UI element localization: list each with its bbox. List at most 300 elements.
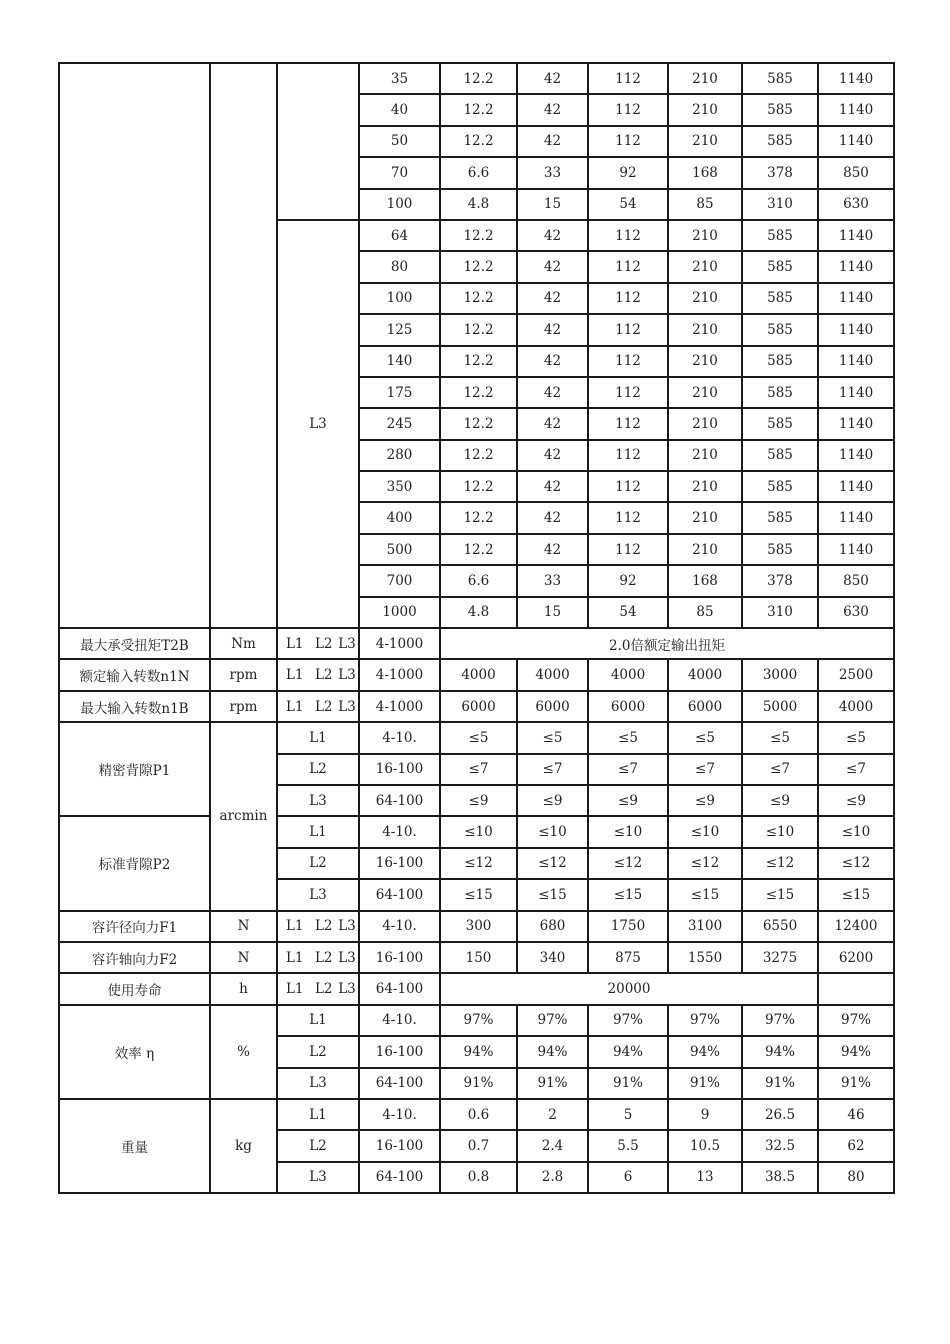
ratio-cell: 4-10. <box>359 911 440 942</box>
level-cell: L2 <box>277 848 359 879</box>
value-cell: 210 <box>668 63 742 94</box>
value-cell: ≤15 <box>668 879 742 910</box>
ratio-cell: 1000 <box>359 597 440 628</box>
value-cell: 42 <box>517 220 588 251</box>
ratio-cell: 64-100 <box>359 973 440 1004</box>
value-cell: 91% <box>588 1068 668 1099</box>
table-row <box>59 911 894 942</box>
value-cell: 15 <box>517 597 588 628</box>
level-cell: L2 <box>277 1130 359 1161</box>
value-cell: 112 <box>588 63 668 94</box>
value-cell: 585 <box>742 346 818 377</box>
level-cell: L3 <box>277 1068 359 1099</box>
value-cell: 6200 <box>818 942 894 973</box>
value-cell: 112 <box>588 314 668 345</box>
value-cell: ≤15 <box>440 879 517 910</box>
ratio-cell: 4-10. <box>359 722 440 753</box>
value-cell: 210 <box>668 377 742 408</box>
value-cell <box>818 973 894 1004</box>
value-cell: ≤9 <box>742 785 818 816</box>
value-cell: ≤7 <box>742 754 818 785</box>
table-row <box>59 63 894 94</box>
param-name-cell: 容许径向力F1 <box>59 911 210 942</box>
value-cell: 340 <box>517 942 588 973</box>
value-cell: ≤12 <box>742 848 818 879</box>
level-label: L1 <box>285 981 304 998</box>
value-cell: 92 <box>588 565 668 596</box>
ratio-cell: 4-10. <box>359 1005 440 1036</box>
value-cell: 210 <box>668 346 742 377</box>
level-label: L3 <box>338 667 356 684</box>
value-cell: 2.4 <box>517 1130 588 1161</box>
value-cell: ≤5 <box>742 722 818 753</box>
value-cell: ≤12 <box>517 848 588 879</box>
value-cell: 12.2 <box>440 471 517 502</box>
value-cell: 585 <box>742 220 818 251</box>
value-cell: 378 <box>742 565 818 596</box>
unit-cell: rpm <box>210 659 277 690</box>
value-cell: 585 <box>742 440 818 471</box>
value-cell: ≤7 <box>440 754 517 785</box>
value-cell: 13 <box>668 1162 742 1193</box>
value-cell: ≤7 <box>668 754 742 785</box>
level-list-cell <box>277 911 359 942</box>
value-cell: 38.5 <box>742 1162 818 1193</box>
value-cell: 20000 <box>440 973 818 1004</box>
level-cell: L3 <box>277 1162 359 1193</box>
value-cell: 112 <box>588 220 668 251</box>
param-name-cell: 额定输入转数n1N <box>59 659 210 690</box>
value-cell: 91% <box>517 1068 588 1099</box>
value-cell: 12.2 <box>440 283 517 314</box>
value-cell: 42 <box>517 471 588 502</box>
value-cell: ≤9 <box>818 785 894 816</box>
value-cell: 112 <box>588 346 668 377</box>
param-name-cell: 重量 <box>59 1099 210 1193</box>
ratio-cell: 4-1000 <box>359 691 440 722</box>
ratio-cell: 350 <box>359 471 440 502</box>
value-cell: 4000 <box>668 659 742 690</box>
level-label: L1 <box>285 918 304 935</box>
ratio-cell: 50 <box>359 126 440 157</box>
ratio-cell: 400 <box>359 502 440 533</box>
ratio-cell: 16-100 <box>359 754 440 785</box>
value-cell: ≤7 <box>818 754 894 785</box>
value-cell: 97% <box>818 1005 894 1036</box>
value-cell: 112 <box>588 534 668 565</box>
value-cell: 42 <box>517 63 588 94</box>
value-cell: 585 <box>742 63 818 94</box>
level-label: L3 <box>338 918 356 935</box>
table-row <box>59 722 894 753</box>
value-cell: 94% <box>668 1036 742 1067</box>
value-cell: ≤5 <box>668 722 742 753</box>
value-cell: 1750 <box>588 911 668 942</box>
value-cell: 42 <box>517 126 588 157</box>
ratio-cell: 280 <box>359 440 440 471</box>
value-cell: 1140 <box>818 377 894 408</box>
level-label: L1 <box>285 667 304 684</box>
ratio-cell: 35 <box>359 63 440 94</box>
ratio-cell: 64-100 <box>359 879 440 910</box>
value-cell: 1140 <box>818 534 894 565</box>
value-cell: 97% <box>588 1005 668 1036</box>
value-cell: 94% <box>818 1036 894 1067</box>
value-cell: 310 <box>742 597 818 628</box>
value-cell: 12.2 <box>440 534 517 565</box>
value-cell: 6000 <box>588 691 668 722</box>
value-cell: 112 <box>588 94 668 125</box>
unit-cell <box>210 63 277 628</box>
value-cell: ≤7 <box>517 754 588 785</box>
value-cell: 850 <box>818 565 894 596</box>
value-cell: 150 <box>440 942 517 973</box>
value-cell: 1550 <box>668 942 742 973</box>
value-cell: 112 <box>588 126 668 157</box>
value-cell: 210 <box>668 408 742 439</box>
param-name-cell: 精密背隙P1 <box>59 722 210 816</box>
ratio-cell: 16-100 <box>359 1130 440 1161</box>
level-cell: L1 <box>277 1005 359 1036</box>
value-cell: 210 <box>668 94 742 125</box>
spec-table-body <box>59 63 894 1193</box>
value-cell: 210 <box>668 283 742 314</box>
value-cell: 12.2 <box>440 502 517 533</box>
ratio-cell: 40 <box>359 94 440 125</box>
value-cell: 168 <box>668 157 742 188</box>
value-cell: 6550 <box>742 911 818 942</box>
value-cell: 3000 <box>742 659 818 690</box>
value-cell: ≤5 <box>517 722 588 753</box>
value-cell: 1140 <box>818 314 894 345</box>
value-cell: 585 <box>742 94 818 125</box>
value-cell: 94% <box>517 1036 588 1067</box>
level-label: L1 <box>285 698 304 715</box>
value-cell: 585 <box>742 126 818 157</box>
value-cell: 6.6 <box>440 157 517 188</box>
value-cell: 4000 <box>588 659 668 690</box>
value-cell: ≤7 <box>588 754 668 785</box>
value-cell: 1140 <box>818 94 894 125</box>
value-cell: 2.8 <box>517 1162 588 1193</box>
value-cell: ≤15 <box>742 879 818 910</box>
ratio-cell: 4-1000 <box>359 659 440 690</box>
unit-cell: % <box>210 1005 277 1099</box>
value-cell: 91% <box>742 1068 818 1099</box>
ratio-cell: 64 <box>359 220 440 251</box>
value-cell: ≤5 <box>588 722 668 753</box>
value-cell: ≤12 <box>440 848 517 879</box>
value-cell: 6000 <box>517 691 588 722</box>
ratio-cell: 140 <box>359 346 440 377</box>
value-cell: ≤5 <box>818 722 894 753</box>
value-cell: ≤12 <box>818 848 894 879</box>
value-cell: 2 <box>517 1099 588 1130</box>
value-cell: 26.5 <box>742 1099 818 1130</box>
value-cell: 12.2 <box>440 377 517 408</box>
value-cell: 12.2 <box>440 408 517 439</box>
value-cell: 4.8 <box>440 189 517 220</box>
value-cell: 112 <box>588 440 668 471</box>
ratio-cell: 70 <box>359 157 440 188</box>
unit-cell: kg <box>210 1099 277 1193</box>
value-cell: 85 <box>668 189 742 220</box>
value-cell: 12.2 <box>440 346 517 377</box>
value-cell: ≤15 <box>588 879 668 910</box>
value-cell: 5 <box>588 1099 668 1130</box>
table-row <box>59 1005 894 1036</box>
ratio-cell: 4-10. <box>359 816 440 847</box>
value-cell: 6 <box>588 1162 668 1193</box>
table-row <box>59 816 894 847</box>
value-cell: 4000 <box>818 691 894 722</box>
unit-cell: N <box>210 911 277 942</box>
value-cell: ≤15 <box>818 879 894 910</box>
unit-cell: h <box>210 973 277 1004</box>
value-cell: 0.8 <box>440 1162 517 1193</box>
value-cell: ≤12 <box>588 848 668 879</box>
level-label: L2 <box>314 949 333 966</box>
value-cell: ≤10 <box>818 816 894 847</box>
value-cell: 4000 <box>517 659 588 690</box>
unit-cell: rpm <box>210 691 277 722</box>
level-label: L3 <box>338 635 356 652</box>
value-cell: 310 <box>742 189 818 220</box>
ratio-cell: 4-1000 <box>359 628 440 659</box>
level-label: L2 <box>314 635 333 652</box>
value-cell: ≤10 <box>668 816 742 847</box>
value-cell: ≤9 <box>588 785 668 816</box>
value-cell: 0.6 <box>440 1099 517 1130</box>
unit-cell: arcmin <box>210 722 277 910</box>
spec-table <box>58 62 895 1194</box>
ratio-cell: 80 <box>359 251 440 282</box>
unit-cell: N <box>210 942 277 973</box>
value-cell: 42 <box>517 408 588 439</box>
table-row <box>59 973 894 1004</box>
value-cell: 630 <box>818 189 894 220</box>
value-cell: 42 <box>517 502 588 533</box>
ratio-cell: 500 <box>359 534 440 565</box>
value-cell: 12.2 <box>440 94 517 125</box>
value-cell: 12.2 <box>440 126 517 157</box>
value-cell: 1140 <box>818 440 894 471</box>
value-cell: 1140 <box>818 251 894 282</box>
value-cell: 33 <box>517 565 588 596</box>
param-name-cell: 使用寿命 <box>59 973 210 1004</box>
value-cell: 585 <box>742 502 818 533</box>
value-cell: ≤9 <box>517 785 588 816</box>
value-cell: 112 <box>588 377 668 408</box>
ratio-cell: 700 <box>359 565 440 596</box>
level-cell: L1 <box>277 1099 359 1130</box>
level-label: L2 <box>314 698 333 715</box>
ratio-cell: 245 <box>359 408 440 439</box>
value-cell: 1140 <box>818 63 894 94</box>
value-cell: 6.6 <box>440 565 517 596</box>
table-row <box>59 1099 894 1130</box>
level-label: L2 <box>314 981 333 998</box>
value-cell: 15 <box>517 189 588 220</box>
value-cell: 12.2 <box>440 251 517 282</box>
ratio-cell: 100 <box>359 189 440 220</box>
value-cell: 54 <box>588 597 668 628</box>
value-cell: 585 <box>742 408 818 439</box>
value-cell: 210 <box>668 440 742 471</box>
value-cell: 585 <box>742 534 818 565</box>
value-cell: 12400 <box>818 911 894 942</box>
value-cell: 6000 <box>668 691 742 722</box>
level-cell: L3 <box>277 879 359 910</box>
level-list-cell <box>277 628 359 659</box>
unit-cell: Nm <box>210 628 277 659</box>
value-cell: 300 <box>440 911 517 942</box>
ratio-cell: 16-100 <box>359 1036 440 1067</box>
value-cell: 32.5 <box>742 1130 818 1161</box>
ratio-cell: 64-100 <box>359 785 440 816</box>
value-cell: ≤5 <box>440 722 517 753</box>
value-cell: 12.2 <box>440 63 517 94</box>
ratio-cell: 16-100 <box>359 942 440 973</box>
param-name-cell: 最大承受扭矩T2B <box>59 628 210 659</box>
level-cell: L3 <box>277 785 359 816</box>
value-cell: 42 <box>517 346 588 377</box>
table-row <box>59 691 894 722</box>
value-cell: 112 <box>588 251 668 282</box>
value-cell: 54 <box>588 189 668 220</box>
value-cell: 85 <box>668 597 742 628</box>
level-label: L1 <box>285 635 304 652</box>
value-cell: 5.5 <box>588 1130 668 1161</box>
ratio-cell: 4-10. <box>359 1099 440 1130</box>
ratio-cell: 125 <box>359 314 440 345</box>
value-cell: 585 <box>742 314 818 345</box>
value-cell: 1140 <box>818 408 894 439</box>
level-label: L1 <box>285 949 304 966</box>
value-cell: 91% <box>668 1068 742 1099</box>
value-cell: 91% <box>818 1068 894 1099</box>
value-cell: 168 <box>668 565 742 596</box>
value-cell: 112 <box>588 502 668 533</box>
level-cell: L1 <box>277 722 359 753</box>
param-name-cell: 最大输入转数n1B <box>59 691 210 722</box>
value-cell: 112 <box>588 283 668 314</box>
value-cell: 42 <box>517 94 588 125</box>
value-cell: 1140 <box>818 283 894 314</box>
ratio-cell: 175 <box>359 377 440 408</box>
value-cell: 6000 <box>440 691 517 722</box>
value-cell: 42 <box>517 440 588 471</box>
value-cell: 42 <box>517 283 588 314</box>
value-cell: 585 <box>742 471 818 502</box>
value-cell: 2.0倍额定输出扭矩 <box>440 628 894 659</box>
value-cell: 10.5 <box>668 1130 742 1161</box>
table-row <box>59 659 894 690</box>
value-cell: 112 <box>588 471 668 502</box>
value-cell: 630 <box>818 597 894 628</box>
param-name-cell: 效率 η <box>59 1005 210 1099</box>
value-cell: 46 <box>818 1099 894 1130</box>
value-cell: 3100 <box>668 911 742 942</box>
ratio-cell: 64-100 <box>359 1162 440 1193</box>
value-cell: 5000 <box>742 691 818 722</box>
value-cell: ≤9 <box>668 785 742 816</box>
value-cell: ≤12 <box>668 848 742 879</box>
value-cell: ≤10 <box>742 816 818 847</box>
param-name-cell <box>59 63 210 628</box>
level-cell <box>277 63 359 220</box>
value-cell: 80 <box>818 1162 894 1193</box>
value-cell: 585 <box>742 283 818 314</box>
value-cell: 210 <box>668 534 742 565</box>
value-cell: 210 <box>668 314 742 345</box>
value-cell: 1140 <box>818 126 894 157</box>
value-cell: 4000 <box>440 659 517 690</box>
param-name-cell: 标准背隙P2 <box>59 816 210 910</box>
value-cell: ≤10 <box>517 816 588 847</box>
value-cell: 112 <box>588 408 668 439</box>
value-cell: 91% <box>440 1068 517 1099</box>
value-cell: 94% <box>742 1036 818 1067</box>
level-label: L2 <box>314 667 333 684</box>
value-cell: 97% <box>440 1005 517 1036</box>
ratio-cell: 100 <box>359 283 440 314</box>
value-cell: 42 <box>517 251 588 282</box>
value-cell: 33 <box>517 157 588 188</box>
value-cell: 42 <box>517 377 588 408</box>
value-cell: ≤9 <box>440 785 517 816</box>
value-cell: 97% <box>517 1005 588 1036</box>
level-label: L2 <box>314 918 333 935</box>
value-cell: 210 <box>668 126 742 157</box>
ratio-cell: 16-100 <box>359 848 440 879</box>
value-cell: 585 <box>742 377 818 408</box>
value-cell: 378 <box>742 157 818 188</box>
value-cell: 12.2 <box>440 220 517 251</box>
value-cell: 585 <box>742 251 818 282</box>
value-cell: 97% <box>742 1005 818 1036</box>
level-list-cell <box>277 691 359 722</box>
value-cell: 1140 <box>818 502 894 533</box>
level-cell: L2 <box>277 1036 359 1067</box>
value-cell: 12.2 <box>440 440 517 471</box>
value-cell: 12.2 <box>440 314 517 345</box>
level-cell: L2 <box>277 754 359 785</box>
value-cell: 1140 <box>818 471 894 502</box>
level-list-cell <box>277 942 359 973</box>
value-cell: 1140 <box>818 220 894 251</box>
value-cell: 42 <box>517 314 588 345</box>
value-cell: 210 <box>668 220 742 251</box>
value-cell: 2500 <box>818 659 894 690</box>
table-row <box>59 628 894 659</box>
value-cell: 42 <box>517 534 588 565</box>
value-cell: ≤10 <box>588 816 668 847</box>
level-label: L3 <box>338 949 356 966</box>
level-list-cell <box>277 973 359 1004</box>
value-cell: ≤10 <box>440 816 517 847</box>
value-cell: 0.7 <box>440 1130 517 1161</box>
value-cell: 62 <box>818 1130 894 1161</box>
level-cell: L3 <box>277 220 359 628</box>
level-list-cell <box>277 659 359 690</box>
ratio-cell: 64-100 <box>359 1068 440 1099</box>
table-row <box>59 942 894 973</box>
level-cell: L1 <box>277 816 359 847</box>
value-cell: 210 <box>668 251 742 282</box>
value-cell: 850 <box>818 157 894 188</box>
param-name-cell: 容许轴向力F2 <box>59 942 210 973</box>
